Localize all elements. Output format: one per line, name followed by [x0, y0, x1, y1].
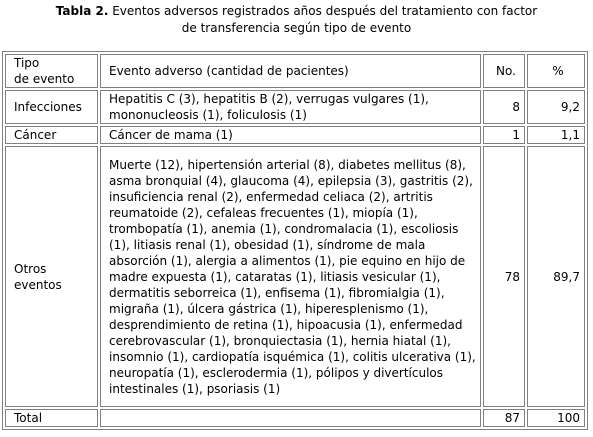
table-total-row: [5, 409, 585, 427]
row-tipo: Otros eventos: [5, 146, 98, 407]
row-no: 78: [483, 146, 525, 407]
table-caption: [0, 0, 593, 41]
row-tipo: Infecciones: [5, 90, 98, 124]
total-label: Total: [5, 409, 98, 427]
header-tipo: Tipo de evento: [5, 54, 98, 88]
table-row: [5, 90, 585, 124]
table-row: [5, 126, 585, 144]
total-no: 87: [483, 409, 525, 427]
row-no: 1: [483, 126, 525, 144]
row-no: 8: [483, 90, 525, 124]
header-pct: %: [527, 54, 585, 88]
caption-text-line2: de transferencia según tipo de evento: [181, 21, 412, 35]
table-row: [5, 146, 585, 407]
row-evento: Cáncer de mama (1): [100, 126, 481, 144]
caption-label: Tabla 2.: [55, 4, 109, 18]
row-pct: 9,2: [527, 90, 585, 124]
caption-text-line1: Eventos adversos registrados años después del tratamiento con factor: [108, 4, 538, 18]
row-pct: 1,1: [527, 126, 585, 144]
header-evento: Evento adverso (cantidad de pacientes): [100, 54, 481, 88]
total-pct: 100: [527, 409, 585, 427]
header-no: No.: [483, 54, 525, 88]
table-header-row: [5, 54, 585, 88]
row-tipo: Cáncer: [5, 126, 98, 144]
row-evento: Muerte (12), hipertensión arterial (8), diabetes mellitus (8), asma bronquial (4), glaucoma (4), epilepsia (3), gastritis (2), insuficiencia renal (2), enfermedad celiaca (2), artritis reumatoide (2), cefaleas frecuentes (1), miopía (1), trombopatía (1), anemia (1), condromalacia (1), escoliosis (1), litiasis renal (1), obesidad (1), síndrome de mala absorción (1), alergia a alimentos (1), pie equino en hijo de madre expuesta (1), cataratas (1), litiasis vesicular (1), dermatitis seborreica (1), enfisema (1), fibromialgia (1), migraña (1), úlcera gástrica (1), hiperesplenismo (1), desprendimiento de retina (1), hipoacusia (1), enfermedad cerebrovascular (1), bronquiectasia (1), hernia hiatal (1), insomnio (1), cardiopatía isquémica (1), colitis ulcerativa (1), neuropatía (1), esclerodermia (1), pólipos y divertículos intestinales (1), psoriasis (1): [100, 146, 481, 407]
row-pct: 89,7: [527, 146, 585, 407]
total-empty-cell: [100, 409, 481, 427]
row-evento: Hepatitis C (3), hepatitis B (2), verrugas vulgares (1), mononucleosis (1), foliculosis (1): [100, 90, 481, 124]
adverse-events-table: [2, 51, 588, 430]
